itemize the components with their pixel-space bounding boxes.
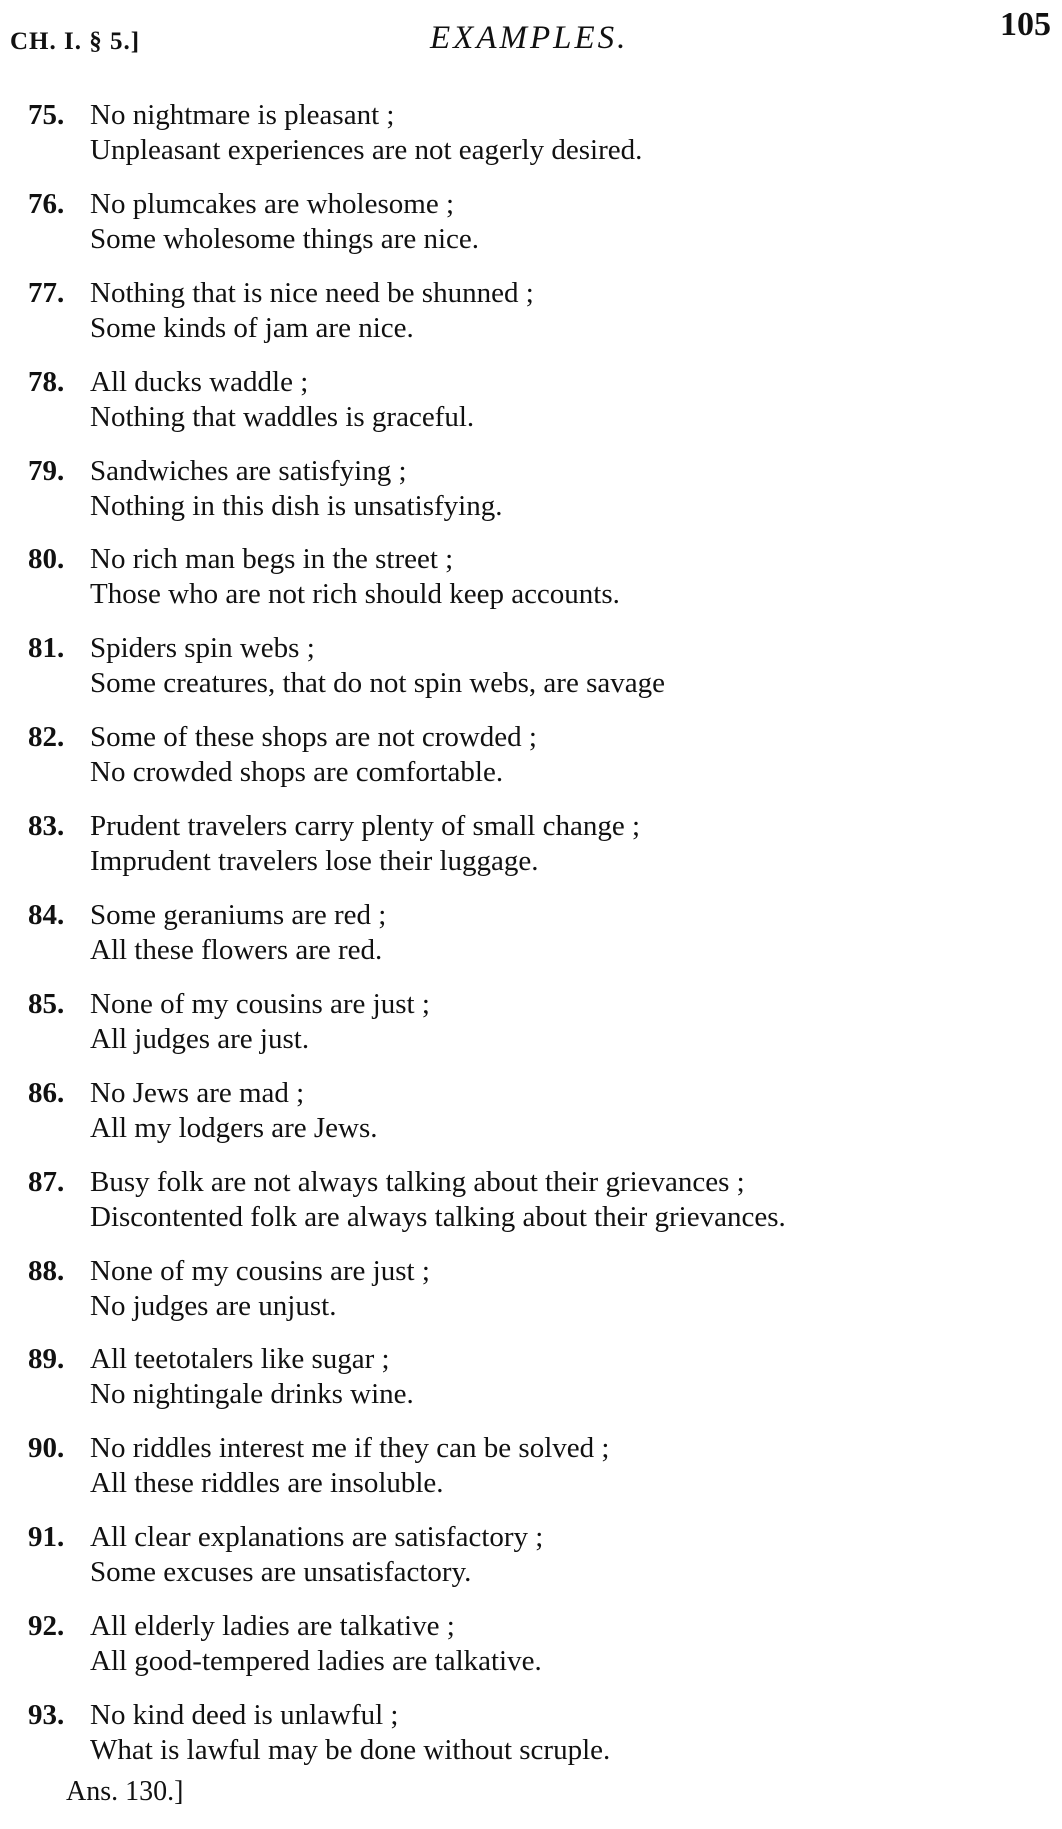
example-number: 77. <box>28 276 65 309</box>
example-item <box>0 1520 1062 1609</box>
premise-2: Discontented folk are always talking about their grievances. <box>90 1200 786 1233</box>
premise-2: Imprudent travelers lose their luggage. <box>90 845 539 878</box>
premise-2: All these riddles are insoluble. <box>90 1467 444 1500</box>
premise-1: No nightmare is pleasant ; <box>90 99 395 131</box>
example-number: 79. <box>28 454 65 487</box>
example-item <box>0 1609 1062 1698</box>
premise-2: All these flowers are red. <box>90 934 383 967</box>
page-heading: EXAMPLES. <box>430 20 629 56</box>
example-item <box>0 542 1062 631</box>
premise-2: Nothing in this dish is unsatisfying. <box>90 489 503 522</box>
premise-1: Spiders spin webs ; <box>90 632 315 665</box>
example-number: 76. <box>28 187 65 220</box>
example-item <box>0 98 1062 187</box>
example-item <box>0 187 1062 276</box>
example-item <box>0 454 1062 543</box>
premise-1: All elderly ladies are talkative ; <box>90 1610 455 1643</box>
premise-1: All ducks waddle ; <box>90 365 309 398</box>
example-item <box>0 987 1062 1076</box>
example-number: 88. <box>28 1254 65 1287</box>
premise-1: No rich man begs in the street ; <box>90 543 454 576</box>
premise-2: Unpleasant experiences are not eagerly desired. <box>90 134 643 166</box>
premise-2: Some kinds of jam are nice. <box>90 311 414 344</box>
example-number: 80. <box>28 543 65 576</box>
premise-1: All clear explanations are satisfactory ; <box>90 1521 544 1554</box>
premise-2: Some wholesome things are nice. <box>90 222 479 255</box>
example-number: 75. <box>28 99 65 131</box>
example-number: 86. <box>28 1076 65 1109</box>
premise-2: Nothing that waddles is graceful. <box>90 400 475 433</box>
premise-1: None of my cousins are just ; <box>90 987 430 1020</box>
premise-1: Sandwiches are satisfying ; <box>90 454 407 487</box>
page-number: 105 <box>1000 6 1051 43</box>
premise-2: All my lodgers are Jews. <box>90 1111 378 1144</box>
premise-2: All judges are just. <box>90 1022 310 1055</box>
premise-2: No judges are unjust. <box>90 1289 337 1322</box>
example-item <box>0 720 1062 809</box>
premise-1: No plumcakes are wholesome ; <box>90 187 455 220</box>
example-item <box>0 631 1062 720</box>
example-number: 83. <box>28 810 65 843</box>
premise-2: Some excuses are unsatisfactory. <box>90 1556 472 1589</box>
premise-2: Some creatures, that do not spin webs, are savage <box>90 667 665 700</box>
example-item <box>0 898 1062 987</box>
premise-2: Those who are not rich should keep accounts. <box>90 578 620 611</box>
example-number: 89. <box>28 1343 65 1376</box>
premise-1: Prudent travelers carry plenty of small change ; <box>90 810 640 843</box>
example-item <box>0 1431 1062 1520</box>
example-item <box>0 1342 1062 1431</box>
running-head <box>0 0 1062 80</box>
example-number: 78. <box>28 365 65 398</box>
example-item <box>0 1254 1062 1343</box>
premise-1: Busy folk are not always talking about their grievances ; <box>90 1165 745 1198</box>
premise-1: Some geraniums are red ; <box>90 899 387 932</box>
example-item <box>0 809 1062 898</box>
premise-2: No nightingale drinks wine. <box>90 1378 414 1411</box>
example-number: 81. <box>28 632 65 665</box>
example-item <box>0 1076 1062 1165</box>
example-number: 92. <box>28 1610 65 1643</box>
example-number: 91. <box>28 1521 65 1554</box>
example-number: 90. <box>28 1432 65 1465</box>
example-item <box>0 365 1062 454</box>
example-number: 85. <box>28 987 65 1020</box>
chapter-section-reference: CH. I. § 5.] <box>10 28 141 55</box>
premise-2: All good-tempered ladies are talkative. <box>90 1645 542 1678</box>
answer-reference: Ans. 130.] <box>66 1776 184 1807</box>
premise-2: No crowded shops are comfortable. <box>90 756 504 789</box>
example-item <box>0 1698 1062 1787</box>
premise-1: None of my cousins are just ; <box>90 1254 430 1287</box>
example-item <box>0 276 1062 365</box>
premise-1: Nothing that is nice need be shunned ; <box>90 276 534 309</box>
premise-1: Some of these shops are not crowded ; <box>90 721 537 754</box>
example-number: 87. <box>28 1165 65 1198</box>
premise-1: All teetotalers like sugar ; <box>90 1343 390 1376</box>
example-number: 84. <box>28 899 65 932</box>
example-number: 93. <box>28 1699 65 1732</box>
example-number: 82. <box>28 721 65 754</box>
premise-1: No Jews are mad ; <box>90 1076 305 1109</box>
example-item <box>0 1165 1062 1254</box>
premise-1: No riddles interest me if they can be solved ; <box>90 1432 610 1465</box>
premise-2: What is lawful may be done without scruple. <box>90 1734 611 1767</box>
examples-list <box>0 98 1062 1787</box>
premise-1: No kind deed is unlawful ; <box>90 1699 399 1732</box>
